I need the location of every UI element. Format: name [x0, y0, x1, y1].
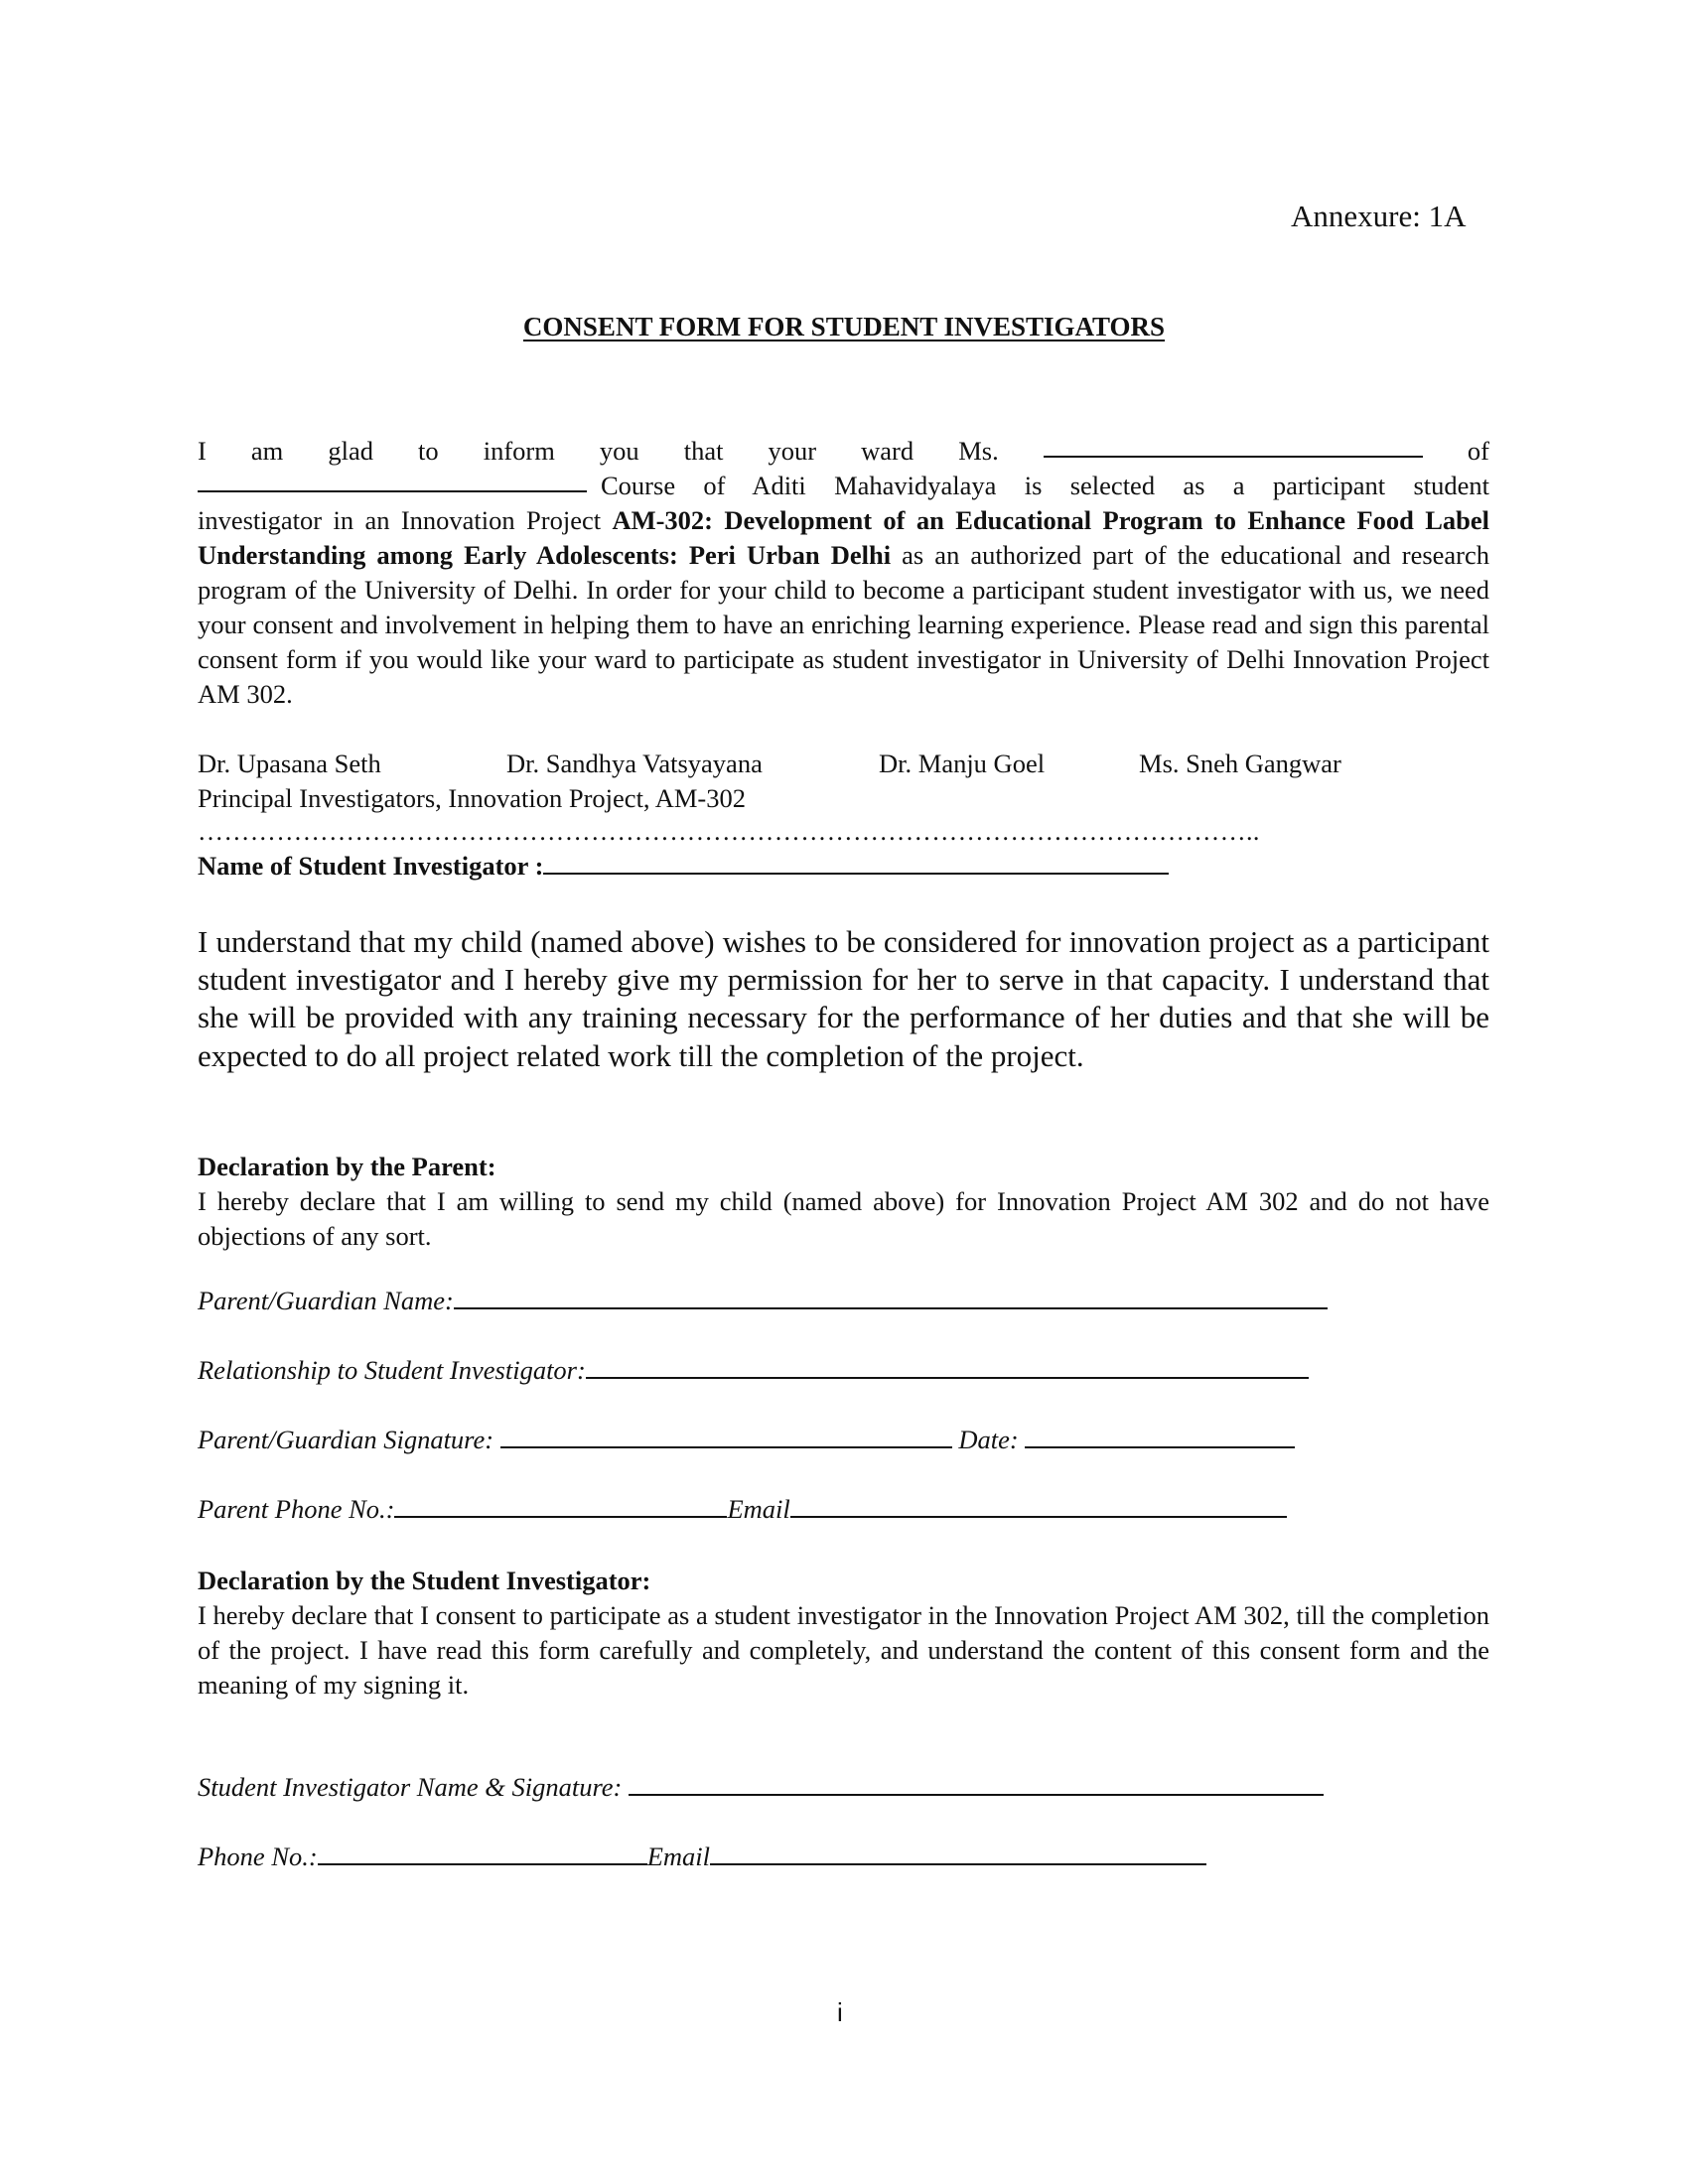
parent-email-label: Email	[727, 1494, 790, 1524]
ward-name-blank[interactable]	[1044, 434, 1423, 458]
intro-word: inform	[483, 436, 555, 466]
intro-body	[198, 503, 1489, 712]
student-signature-field	[198, 1772, 1324, 1803]
intro-word: I	[198, 436, 207, 466]
parent-contact-field	[198, 1494, 1287, 1525]
parent-phone-blank[interactable]	[394, 1494, 727, 1518]
parent-name-blank[interactable]	[454, 1286, 1328, 1309]
intro-line-2	[198, 469, 1489, 503]
investigator-name: Dr. Manju Goel	[879, 749, 1046, 778]
student-name-row	[198, 849, 1169, 884]
intro-rest: as an authorized part of the educational and research program of the University of Delhi. In order for your child to become a participant student investigator with us, we need your consent and involvement in helping them to have an enriching learning experience. Please read and sign this parental consent form if you would like your ward to participate as student investigator in University of Delhi Innovation Project AM 302.	[198, 540, 1490, 709]
parent-signature-field	[198, 1425, 1295, 1455]
page-number: i	[837, 1997, 843, 2027]
intro-word: your	[768, 436, 817, 466]
intro-word: Ms.	[958, 436, 999, 466]
student-declaration-text: I hereby declare that I consent to participate as a student investigator in the Innovation Project AM 302, till the completion of the project. I have read this form carefully and completely, and understand the content of this consent form and the meaning of my signing it.	[198, 1600, 1489, 1700]
parent-phone-label: Parent Phone No.:	[198, 1494, 395, 1524]
dotted-separator: …………………………………………………………………………………………………………..	[198, 817, 1260, 846]
parent-declaration	[198, 1150, 1489, 1254]
parent-understanding-paragraph: I understand that my child (named above) wishes to be considered for innovation project as a participant student investigator and I hereby give my permission for her to serve in that capacity. I understand that she will be provided with any training necessary for the performance of her duties and that she will be expected to do all project related work till the completion of the project.	[198, 924, 1489, 1073]
parent-name-label: Parent/Guardian Name:	[198, 1286, 454, 1315]
student-email-label: Email	[646, 1842, 711, 1871]
date-blank[interactable]	[1025, 1425, 1295, 1448]
intro-paragraph	[198, 434, 1489, 712]
annexure-label: Annexure: 1A	[1291, 199, 1467, 233]
student-name-label: Name of Student Investigator :	[198, 851, 544, 881]
project-title: AM-302: Development of an Educational Program to Enhance Food Label Understanding among Early Adolescents: Peri Urban Delhi	[198, 505, 1489, 570]
student-declaration-heading: Declaration by the Student Investigator:	[198, 1566, 651, 1595]
student-declaration	[198, 1564, 1489, 1703]
relationship-label: Relationship to Student Investigator:	[198, 1355, 586, 1385]
intro-word: that	[683, 436, 724, 466]
student-phone-blank[interactable]	[318, 1842, 647, 1865]
course-blank[interactable]	[198, 469, 587, 492]
parent-email-blank[interactable]	[790, 1494, 1287, 1518]
page-title-text: CONSENT FORM FOR STUDENT INVESTIGATORS	[522, 312, 1166, 341]
student-contact-field	[198, 1842, 1206, 1872]
intro-word: glad	[328, 436, 373, 466]
relationship-blank[interactable]	[586, 1355, 1309, 1379]
parent-declaration-heading: Declaration by the Parent:	[198, 1152, 496, 1181]
student-phone-label: Phone No.:	[198, 1842, 318, 1871]
parent-signature-blank[interactable]	[500, 1425, 952, 1448]
student-signature-blank[interactable]	[629, 1772, 1324, 1796]
parent-signature-label: Parent/Guardian Signature:	[198, 1425, 494, 1454]
intro-word: ward	[861, 436, 914, 466]
parent-name-field	[198, 1286, 1328, 1316]
relationship-field	[198, 1355, 1309, 1386]
investigator-name: Dr. Upasana Seth	[198, 749, 381, 778]
intro-word: am	[250, 436, 284, 466]
investigator-name: Dr. Sandhya Vatsyayana	[506, 749, 763, 778]
intro-lead: investigator in an Innovation Project	[198, 505, 613, 535]
student-name-blank[interactable]	[543, 851, 1169, 875]
intro-word: you	[599, 436, 639, 466]
intro-line-2-text: Course of Aditi Mahavidyalaya is selected as a participant student	[601, 471, 1489, 500]
investigators-role: Principal Investigators, Innovation Project, AM-302	[198, 783, 746, 813]
investigator-name: Ms. Sneh Gangwar	[1139, 749, 1341, 778]
student-signature-label: Student Investigator Name & Signature:	[198, 1772, 623, 1802]
parent-declaration-text: I hereby declare that I am willing to send my child (named above) for Innovation Project AM 302 and do not have objections of any sort.	[198, 1186, 1489, 1251]
date-label: Date:	[958, 1425, 1019, 1454]
intro-word: to	[418, 436, 439, 466]
page-title	[0, 312, 1688, 342]
student-email-blank[interactable]	[710, 1842, 1206, 1865]
intro-line-1	[198, 434, 1489, 469]
intro-word: of	[1467, 436, 1489, 466]
